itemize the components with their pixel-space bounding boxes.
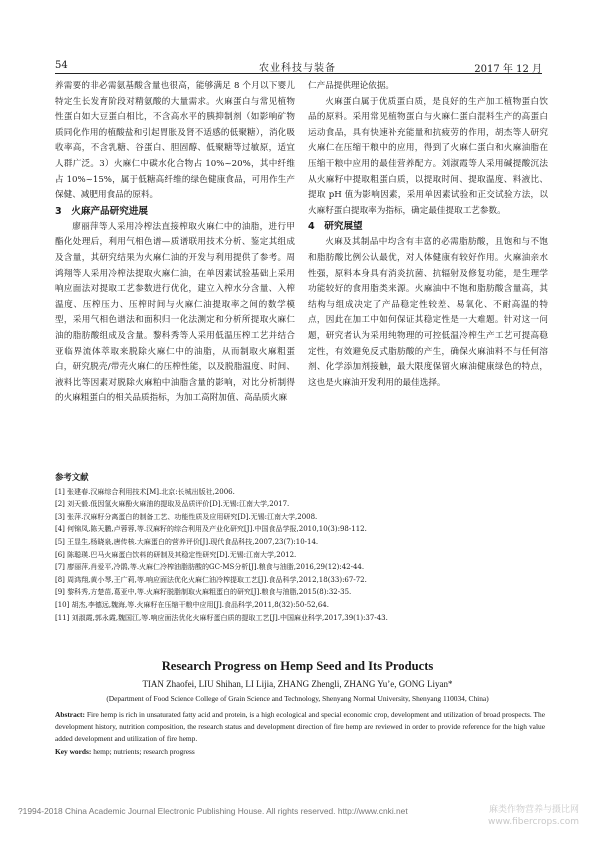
english-abstract — [55, 709, 545, 746]
section-heading-3: 3 火麻产品研究进展 — [55, 205, 149, 217]
reference-item: [6] 陈聪瑛.巴马火麻蛋白饮料的研制及其稳定性研究[D].无锡:江南大学,2012. — [55, 550, 297, 559]
reference-item: [2] 刘天毅.低因氢火麻酚火麻油的提取及品质评价[D].无锡:江南大学,2017. — [55, 500, 290, 509]
right-paragraph-3: 火麻及其制品中均含有丰富的必需脂肪酸，且饱和与不饱和脂肪酸比例公认最优，对人体健康有较好作用。火麻油亲水性强，原料本身具有消炎抗菌、抗辐射及修复功能，是生理学功能较好的食用脂类来源。火麻油中不饱和脂肪酸含量高，其结构与组成决定了产品稳定性较差、易氧化、不耐高温的特点，因此在加工中如何保证其稳定性是一大难题。针对这一问题，研究者认为采用纯物理的可控低温冷榨生产工艺可提高稳定性，有效避免反式脂肪酸的产生，确保火麻油料不与任何溶剂、化学添加剂接触，最大限度保留火麻油健康绿色的特点，这也是火麻油开发利用的最佳选择。 — [308, 237, 548, 388]
journal-title: 农业科技与装备 — [259, 63, 336, 74]
reference-item: [3] 张萍.汉麻籽分离蛋白的制备工艺、功能性质及应用研究[D].无锡:江南大学,2008. — [55, 512, 318, 521]
english-keywords — [55, 747, 545, 756]
abstract-label: Abstract: — [55, 710, 85, 719]
reference-item: [7] 廖丽萍,肖爱平,冷鹃,等.火麻仁冷榨油脂肪酸的GC-MS分析[J].粮食与油脂,2016,29(12):42-44. — [55, 563, 365, 572]
keywords-text: hemp; nutrients; research progress — [91, 747, 195, 756]
reference-item: [4] 何锦凤,陈天鹏,卢蓉蓉,等.汉麻籽的综合利用及产业化研究[J].中国食品学报,2010,10(3):98-112. — [55, 525, 367, 534]
watermark-cn: 麻类作物营养与摄比网 — [488, 805, 579, 815]
watermark-url: www.fibercrops.com — [488, 817, 579, 827]
english-title: Research Progress on Hemp Seed and Its Products — [161, 659, 434, 673]
references — [55, 471, 545, 624]
right-paragraph-2: 火麻蛋白属于优质蛋白质，是良好的生产加工植物蛋白饮品的原料。采用常见植物蛋白与火麻仁蛋白混料生产的高蛋白运动食品，具有快速补充能量和抗疲劳的作用，胡杰等人研究火麻仁在压缩干粮中的应用，得到了火麻仁蛋白和火麻油脂在压缩干粮中应用的最佳营养配方。刘淑霞等人采用碱提酸沉法从火麻籽中提取粗蛋白质，以提取时间、提取温度、料液比、提取 pH 值为影响因素，采用单因素试验和正交试验方法，以火麻籽蛋白提取率为指标，确定最佳提取工艺参数。 — [308, 96, 548, 216]
left-paragraph-1: 养需要的非必需氨基酸含量也很高，能够满足 8 个月以下婴儿特定生长发育阶段对精氨酸的大量需求。火麻蛋白与常见植物性蛋白如大豆蛋白相比，不含高水平的胰抑制剂（如影响矿物质同化作用的植酸盐和引起胃胀及肾不适感的低聚糖），消化吸收率高，不含乳糖、谷蛋白、胆固醇、低聚糖等过敏原，适宜人群广泛。3）火麻仁中碳水化合物占 10%~20%，其中纤维占 10%~15%，属于低糖高纤维的绿色健康食品，可用作生产保健、减肥用食品的原料。 — [55, 81, 295, 201]
references-heading: 参考文献 — [55, 472, 89, 482]
reference-item: [10] 胡杰,李德远,魏海,等.火麻籽在压缩干粮中应用[J].食品科学,2011,8(32):50-52,64. — [55, 600, 329, 609]
reference-item: [5] 王显生,杨晓泉,唐传核.大麻蛋白的营养评价[J].现代食品科技,2007,23(7):10-14. — [55, 537, 319, 546]
page-number: 54 — [55, 60, 68, 71]
reference-item: [11] 刘淑霞,郭永霞,魏国江,等.响应面法优化火麻籽蛋白质的提取工艺[J].中国麻业科学,2017,39(1):37-43. — [55, 613, 388, 622]
left-paragraph-2: 廖丽萍等人采用冷榨法直接榨取火麻仁中的油脂，进行甲酯化处理后，利用气相色谱—质谱联用技术分析、鉴定其组成及含量，其研究结果为火麻仁油的开发与利用提供了参考。周鸿翔等人采用冷榨法提取火麻仁油，在单因素试验基础上采用响应面法对提取工艺参数进行优化，建立入榨水分含量、入榨温度、压榨压力、压榨时间与火麻仁油提取率之间的数学模型，采用气相色谱法和面积归一化法测定和分析所提取火麻仁油的脂肪酸组成及含量。黎科秀等人采用低温压榨工艺并结合亚临界流体萃取来脱除火麻仁中的油脂，从而制取火麻粗蛋白，研究脱壳/带壳火麻仁的压榨性能，以及脱脂温度、时间、液料比等因素对脱除火麻粕中油脂含量的影响，对比分析制得的火麻粗蛋白的相关品质指标，为加工高附加值、高品质火麻 — [55, 221, 295, 404]
watermark — [488, 804, 579, 828]
abstract-text: Fire hemp is rich in unsaturated fatty acid and protein, is a high ecological and special economic crop, development and utilization of broad prospects. The development history, nutrition composition, the research status and development direction of fire hemp are reviewed in order to provide reference for the high value added development and utilization of fire hemp. — [55, 710, 545, 744]
left-column — [55, 79, 295, 407]
reference-item: [1] 张建春.汉麻综合利用技术[M].北京:长城出版社,2006. — [55, 487, 235, 496]
reference-list — [55, 486, 545, 625]
keywords-label: Key words: — [55, 747, 92, 756]
copyright-footer: ?1994-2018 China Academic Journal Electronic Publishing House. All rights reserved. http://www.cnki.net — [18, 806, 408, 816]
reference-item: [8] 周鸿翔,黄小琴,王广莉,等.响应面法优化火麻仁油冷榨提取工艺[J].食品科学,2012,18(33):67-72. — [55, 575, 367, 584]
english-affiliation: (Department of Food Science College of Grain Science and Technology, Shenyang Normal University, Shenyang 110034, China) — [106, 694, 489, 703]
english-authors: TIAN Zhaofei, LIU Shihan, LI Lijia, ZHANG Zhengli, ZHANG Yu’e, GONG Liyan* — [142, 679, 453, 689]
section-heading-4: 4 研究展望 — [308, 221, 363, 233]
right-column — [308, 79, 548, 391]
right-paragraph-1: 仁产品提供理论依据。 — [308, 81, 394, 91]
header-rule — [55, 73, 542, 74]
issue-date: 2017 年 12 月 — [474, 64, 542, 75]
reference-item: [9] 黎科秀,方楚苗,葛亚中,等.火麻籽脱脂制取火麻粗蛋白的研究[J].粮食与油脂,2015(8):32-35. — [55, 588, 352, 597]
